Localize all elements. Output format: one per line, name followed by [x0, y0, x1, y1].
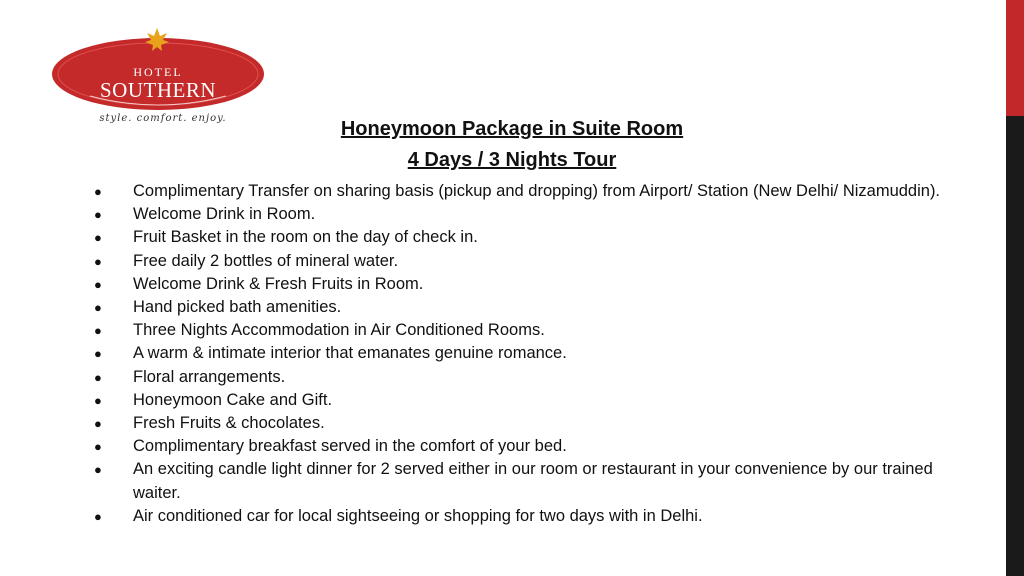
- hotel-logo: [50, 26, 268, 130]
- logo-hotel-text: HOTEL: [133, 65, 183, 79]
- list-item-text: Free daily 2 bottles of mineral water.: [133, 251, 399, 270]
- bullet-icon: ●: [94, 369, 102, 385]
- list-item-text: Fresh Fruits & chocolates.: [133, 414, 325, 433]
- list-item: [88, 226, 958, 249]
- list-item: [88, 250, 958, 273]
- bullet-icon: ●: [94, 416, 102, 432]
- list-item-text: Honeymoon Cake and Gift.: [133, 390, 333, 409]
- logo-brand-name: SOUTHERN: [99, 78, 216, 102]
- bullet-icon: ●: [94, 276, 102, 292]
- list-item: [88, 389, 958, 412]
- list-item-text: Three Nights Accommodation in Air Conditioned Rooms.: [133, 321, 545, 340]
- list-item-text: A warm & intimate interior that emanates genuine romance.: [133, 344, 567, 363]
- bullet-icon: ●: [94, 392, 102, 408]
- package-subtitle: 4 Days / 3 Nights Tour: [407, 149, 617, 171]
- list-item: [88, 342, 958, 365]
- bullet-icon: ●: [94, 300, 102, 316]
- list-item: [88, 296, 958, 319]
- right-edge-accent: [1006, 0, 1024, 116]
- list-item: [88, 366, 958, 389]
- logo-tagline: style. comfort. enjoy.: [99, 113, 227, 124]
- list-item-text: Welcome Drink in Room.: [133, 205, 316, 224]
- bullet-icon: ●: [94, 439, 102, 455]
- package-inclusions-list: [88, 180, 958, 528]
- list-item: [88, 203, 958, 226]
- list-item-text: Complimentary Transfer on sharing basis (pickup and dropping) from Airport/ Station (New Delhi/ Nizamuddin).: [133, 182, 941, 200]
- list-item-text: Air conditioned car for local sightseeing or shopping for two days with in Delhi.: [133, 506, 703, 525]
- bullet-icon: ●: [94, 184, 102, 199]
- bullet-icon: ●: [94, 323, 102, 339]
- list-item: [88, 319, 958, 342]
- list-item-text: Welcome Drink & Fresh Fruits in Room.: [133, 274, 424, 293]
- bullet-icon: ●: [94, 462, 102, 478]
- list-item: [88, 458, 958, 504]
- list-item-text: Floral arrangements.: [133, 367, 286, 386]
- package-title: Honeymoon Package in Suite Room: [340, 118, 684, 140]
- list-item: [88, 412, 958, 435]
- bullet-icon: ●: [94, 346, 102, 362]
- list-item: [88, 273, 958, 296]
- list-item: [88, 180, 958, 203]
- bullet-icon: ●: [94, 253, 102, 269]
- bullet-icon: ●: [94, 207, 102, 223]
- list-item-text: Hand picked bath amenities.: [133, 298, 342, 317]
- list-item: [88, 505, 958, 528]
- list-item-text: An exciting candle light dinner for 2 served either in our room or restaurant in your convenience by our trained waiter.: [133, 460, 933, 502]
- list-item-text: Complimentary breakfast served in the comfort of your bed.: [133, 437, 567, 456]
- list-item: [88, 435, 958, 458]
- list-item-text: Fruit Basket in the room on the day of check in.: [133, 228, 478, 247]
- bullet-icon: ●: [94, 230, 102, 246]
- bullet-icon: ●: [94, 508, 102, 524]
